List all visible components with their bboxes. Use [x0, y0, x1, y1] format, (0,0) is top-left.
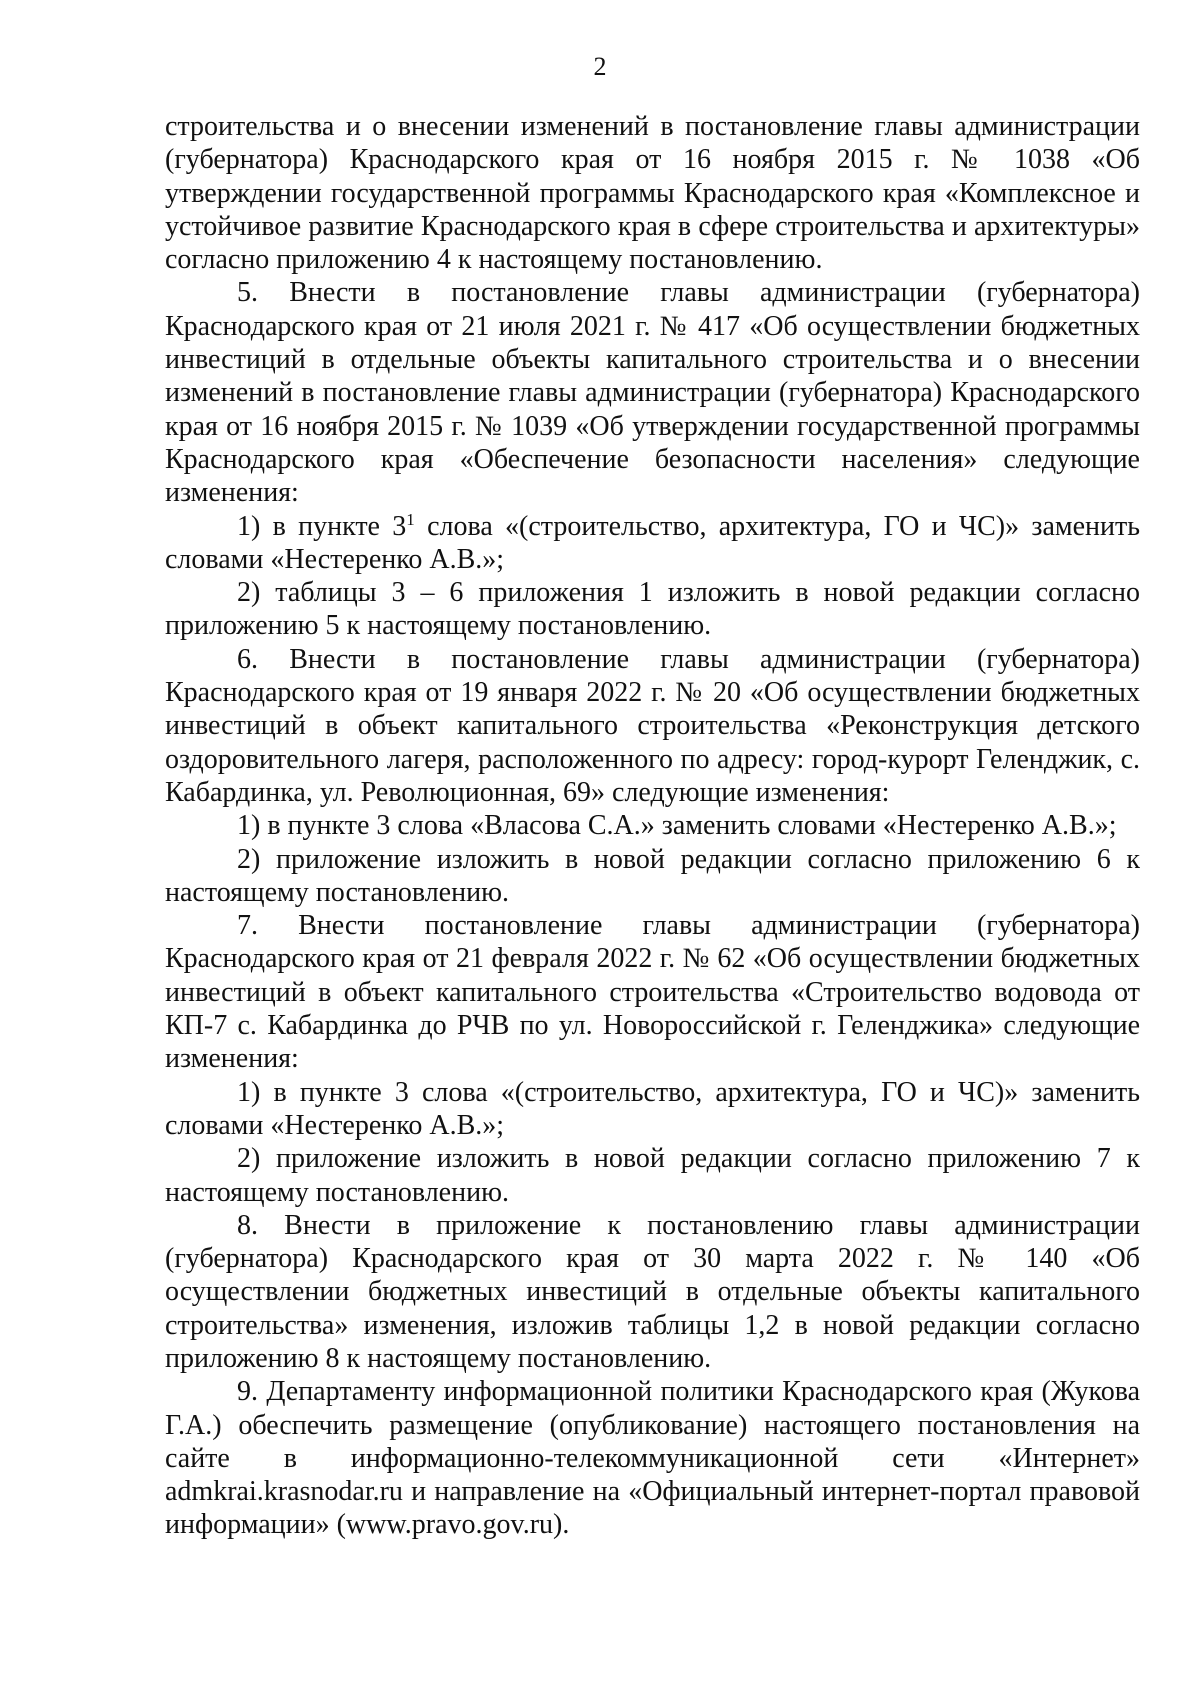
page-number: 2 — [593, 52, 607, 81]
paragraph-item-6: 6. Внести в постановление главы администрации (губернатора) Краснодарского края от 19 января 2022 г. № 20 «Об осуществлении бюджетных инвестиций в объект капитального строительства «Реконструкция детского оздоровительного лагеря, расположенного по адресу: город-курорт Геленджик, с. Кабардинка, ул. Революционная, 69» следующие изменения: — [165, 643, 1140, 808]
item-5-1-text-before: 1) в пункте 3 — [237, 510, 407, 542]
paragraph-continuation: строительства и о внесении изменений в постановление главы администрации (губернатора) Краснодарского края от 16 ноября 2015 г. № 1038 «Об утверждении государственной программы Краснодарского края «Комплексное и устойчивое развитие Краснодарского края в сфере строительства и архитектуры» согласно приложению 4 к настоящему постановлению. — [165, 111, 1140, 276]
paragraph-item-7-1: 1) в пункте 3 слова «(строительство, архитектура, ГО и ЧС)» заменить словами «Нестеренко А.В.»; — [165, 1076, 1140, 1141]
paragraph-item-5-1 — [165, 510, 1140, 577]
document-body — [165, 110, 1140, 1542]
paragraph-item-5-2: 2) таблицы 3 – 6 приложения 1 изложить в новой редакции согласно приложению 5 к настоящему постановлению. — [165, 577, 1140, 642]
paragraph-item-6-1: 1) в пункте 3 слова «Власова С.А.» заменить словами «Нестеренко А.В.»; — [237, 810, 1117, 842]
item-5-1-superscript: 1 — [406, 509, 415, 529]
item-5-1-text-after: слова «(строительство, архитектура, ГО и ЧС)» заменить словами «Нестеренко А.В.»; — [165, 510, 1140, 575]
paragraph-item-9: 9. Департаменту информационной политики Краснодарского края (Жукова Г.А.) обеспечить размещение (опубликование) настоящего постановления на сайте в информационно-телекоммуникационной сети «Интернет» admkrai.krasnodar.ru и направление на «Официальный интернет-портал правовой информации» (www.pravo.gov.ru). — [165, 1376, 1140, 1541]
paragraph-item-8: 8. Внести в приложение к постановлению главы администрации (губернатора) Краснодарского края от 30 марта 2022 г. № 140 «Об осуществлении бюджетных инвестиций в отдельные объекты капитального строительства» изменения, изложив таблицы 1,2 в новой редакции согласно приложению 8 к настоящему постановлению. — [165, 1209, 1140, 1374]
paragraph-item-5: 5. Внести в постановление главы администрации (губернатора) Краснодарского края от 21 июля 2021 г. № 417 «Об осуществлении бюджетных инвестиций в отдельные объекты капитального строительства и о внесении изменений в постановление главы администрации (губернатора) Краснодарского края от 16 ноября 2015 г. № 1039 «Об утверждении государственной программы Краснодарского края «Обеспечение безопасности населения» следующие изменения: — [165, 277, 1140, 509]
paragraph-item-6-2: 2) приложение изложить в новой редакции согласно приложению 6 к настоящему постановлению. — [165, 843, 1140, 908]
paragraph-item-7-2: 2) приложение изложить в новой редакции согласно приложению 7 к настоящему постановлению. — [165, 1143, 1140, 1208]
paragraph-item-7: 7. Внести постановление главы администрации (губернатора) Краснодарского края от 21 февраля 2022 г. № 62 «Об осуществлении бюджетных инвестиций в объект капитального строительства «Строительство водовода от КП-7 с. Кабардинка до РЧВ по ул. Новороссийской г. Геленджика» следующие изменения: — [165, 910, 1140, 1075]
